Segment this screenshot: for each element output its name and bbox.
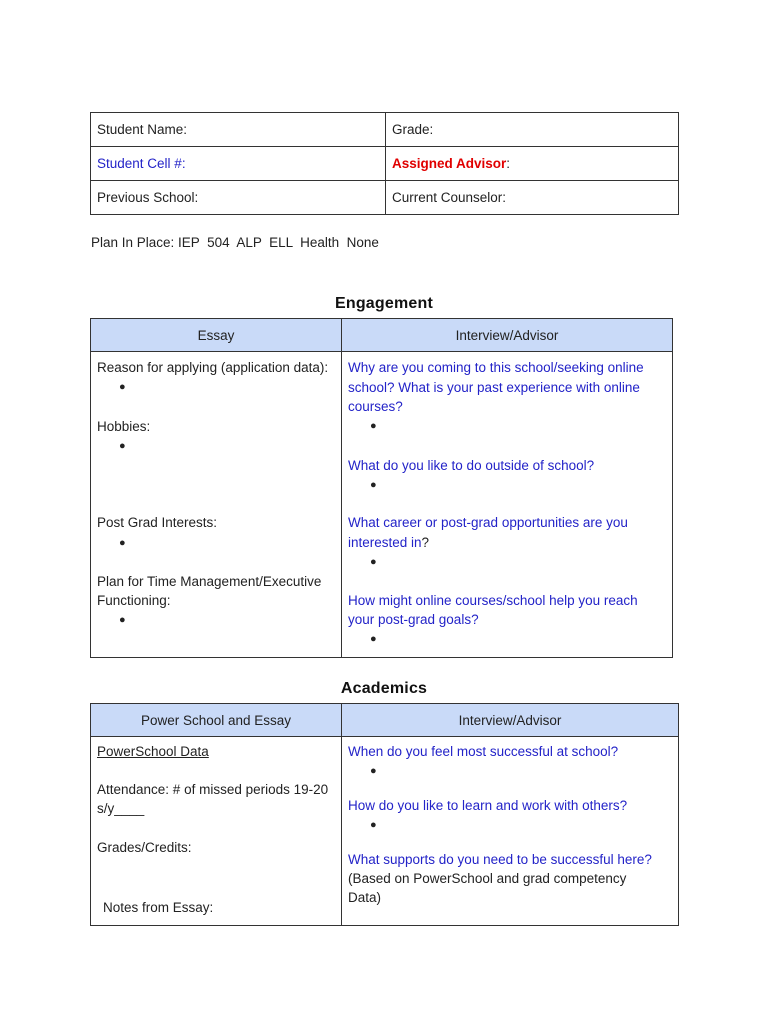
previous-school-label: Previous School: bbox=[97, 190, 199, 205]
bullet: ● bbox=[370, 420, 377, 432]
assigned-advisor-colon: : bbox=[506, 156, 511, 171]
attendance-label: Attendance: # of missed periods 19-20 bbox=[97, 782, 329, 797]
student-cell-label: Student Cell # bbox=[97, 156, 182, 171]
question-career-l2 bbox=[348, 533, 429, 552]
previous-school-cell bbox=[91, 181, 386, 215]
plan-in-place-line: Plan In Place: IEP 504 ALP ELL Health None bbox=[91, 235, 379, 250]
plan-time-management-label: Plan for Time Management/Executive bbox=[97, 574, 322, 589]
essay-column-header: Essay bbox=[91, 319, 342, 352]
engagement-table bbox=[90, 318, 673, 658]
assigned-advisor-cell bbox=[386, 147, 679, 181]
bullet: ● bbox=[370, 556, 377, 568]
table-row bbox=[91, 181, 679, 215]
grades-credits-label: Grades/Credits: bbox=[97, 840, 192, 855]
hobbies-label: Hobbies: bbox=[97, 419, 151, 434]
question-learn-work-others: How do you like to learn and work with others? bbox=[348, 798, 628, 813]
student-name-cell bbox=[91, 113, 386, 147]
powerschool-data-text: PowerSchool Data bbox=[97, 744, 209, 759]
supports-note-l1: (Based on PowerSchool and grad competency bbox=[348, 871, 627, 886]
academics-interview-cell bbox=[342, 737, 679, 926]
academics-table bbox=[90, 703, 679, 926]
academics-heading: Academics bbox=[340, 680, 428, 697]
question-supports-needed: What supports do you need to be successful here? bbox=[348, 852, 652, 867]
current-counselor-cell bbox=[386, 181, 679, 215]
bullet: ● bbox=[119, 614, 126, 626]
interview-advisor-column-header: Interview/Advisor bbox=[342, 319, 673, 352]
attendance-label-cont: s/y____ bbox=[97, 801, 145, 816]
table-header-row bbox=[91, 704, 679, 737]
question-online-help-l1: How might online courses/school help you reach bbox=[348, 593, 638, 608]
engagement-heading: Engagement bbox=[334, 295, 433, 312]
student-info-table bbox=[90, 112, 679, 215]
question-most-successful: When do you feel most successful at school? bbox=[348, 744, 619, 759]
question-career-l2-text: interested in bbox=[348, 535, 422, 550]
bullet: ● bbox=[370, 479, 377, 491]
table-row bbox=[91, 113, 679, 147]
table-header-row bbox=[91, 319, 673, 352]
table-row bbox=[91, 737, 679, 926]
question-why-school-l1: Why are you coming to this school/seeking online bbox=[348, 360, 644, 375]
question-why-school-l2: school? What is your past experience with online bbox=[348, 380, 640, 395]
bullet: ● bbox=[119, 440, 126, 452]
interview-advisor-column-header: Interview/Advisor bbox=[342, 704, 679, 737]
powerschool-data-label bbox=[97, 742, 209, 761]
question-why-school-l3: courses? bbox=[348, 399, 403, 414]
student-cell-colon: : bbox=[181, 156, 186, 171]
bullet: ● bbox=[119, 537, 126, 549]
table-row bbox=[91, 352, 673, 658]
bullet: ● bbox=[370, 765, 377, 777]
power-school-essay-column-header: Power School and Essay bbox=[91, 704, 342, 737]
student-name-label: Student Name: bbox=[97, 122, 188, 137]
academics-powerschool-cell bbox=[91, 737, 342, 926]
bullet: ● bbox=[370, 819, 377, 831]
question-online-help-l2: your post-grad goals? bbox=[348, 612, 479, 627]
question-outside-school: What do you like to do outside of school? bbox=[348, 458, 595, 473]
assigned-advisor-label: Assigned Advisor bbox=[392, 156, 507, 171]
engagement-interview-cell bbox=[342, 352, 673, 658]
question-career-l1: What career or post-grad opportunities are you bbox=[348, 515, 628, 530]
reason-for-applying: Reason for applying (application data): bbox=[97, 360, 329, 375]
bullet: ● bbox=[370, 633, 377, 645]
current-counselor-label: Current Counselor: bbox=[392, 190, 507, 205]
question-career-l2-mark: ? bbox=[421, 535, 430, 550]
plan-time-management-label-cont: Functioning: bbox=[97, 593, 171, 608]
table-row bbox=[91, 147, 679, 181]
grade-cell bbox=[386, 113, 679, 147]
grade-label: Grade: bbox=[392, 122, 434, 137]
notes-from-essay-label: Notes from Essay: bbox=[103, 900, 214, 915]
post-grad-interests-label: Post Grad Interests: bbox=[97, 515, 218, 530]
engagement-essay-cell bbox=[91, 352, 342, 658]
student-cell-cell bbox=[91, 147, 386, 181]
bullet: ● bbox=[119, 381, 126, 393]
supports-note-l2: Data) bbox=[348, 890, 382, 905]
